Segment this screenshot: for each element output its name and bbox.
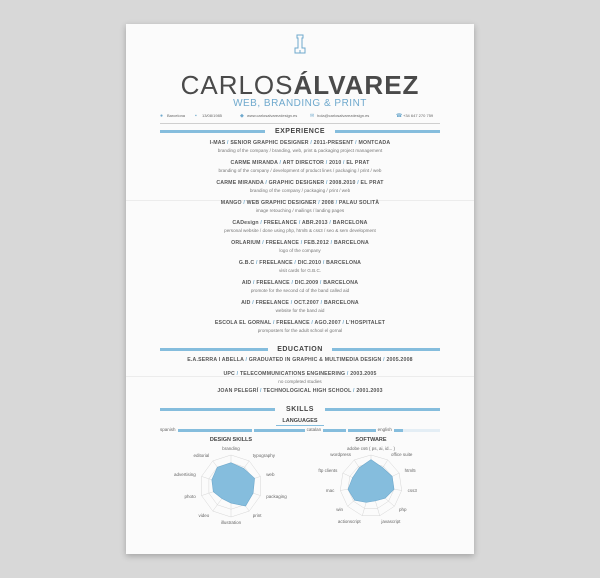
radar-axis-label: branding [222, 446, 240, 451]
experience-role: FREELANCE [259, 260, 293, 266]
experience-role: FREELANCE [263, 220, 298, 226]
experience-entry-title [126, 260, 474, 267]
experience-entry-desc: personal website / done using php, html5 & css3 / seo & sem development [224, 228, 376, 233]
first-name: CARLOS [180, 70, 294, 100]
separator: / [324, 180, 330, 186]
design-skills-radar [194, 449, 268, 523]
experience-entry-desc: promposters for the adult school el gornal [257, 328, 343, 333]
experience-place: PALAU SOLITÀ [338, 200, 380, 206]
experience-title: CADesign [232, 220, 259, 226]
candidate-name [126, 72, 474, 98]
education-entry-title [126, 357, 474, 364]
separator: / [340, 320, 346, 326]
experience-date: DIC.2009 [294, 280, 319, 286]
experience-title: ORLARIUM [231, 240, 261, 246]
language-name: spanish [160, 427, 176, 432]
radar-axis-label: video [198, 512, 210, 518]
location-icon: ● [160, 113, 164, 119]
education-role: TECHNOLOGICAL HIGH SCHOOL [263, 388, 352, 394]
separator: / [345, 371, 351, 377]
separator: / [333, 200, 339, 206]
radar-axis-label: adobe cs6 ( ps, ai, id... ) [346, 446, 396, 451]
education-title: UPC [223, 371, 235, 377]
language-bar [160, 428, 252, 433]
experience-role: GRAPHIC DESIGNER [268, 180, 325, 186]
experience-entry-desc: image retouching / mailings / landing pages [255, 208, 345, 213]
radar-axis-label: mac [325, 488, 335, 494]
experience-date: 2008 [321, 200, 334, 206]
email-text: hola@carlosalvarezdesign.es [317, 113, 370, 118]
experience-date: AGO.2007 [314, 320, 341, 326]
calendar-icon: ▪ [195, 113, 197, 119]
experience-date: 2011-PRESENT [313, 140, 354, 146]
experience-title: AID [241, 280, 252, 286]
radar-axis-label: office suite [391, 451, 413, 457]
experience-place: BARCELONA [333, 240, 369, 246]
experience-place: BARCELONA [323, 300, 359, 306]
radar-axis-label: print [252, 512, 262, 518]
separator: / [341, 160, 347, 166]
radar-axis-label: wordpress [330, 451, 351, 457]
radar-axis-label: ftp clients [318, 467, 338, 473]
separator: / [263, 180, 269, 186]
radar-axis-label: typography [252, 453, 275, 459]
experience-entry-title [126, 180, 474, 187]
separator: / [329, 240, 334, 246]
education-date: 2005.2008 [386, 357, 413, 363]
experience-title: I-MAS [209, 140, 226, 146]
experience-entry-desc: website for the band aid [275, 308, 325, 313]
experience-place: BARCELONA [332, 220, 368, 226]
experience-title: EXPERIENCE [274, 128, 326, 135]
separator: / [318, 280, 324, 286]
separator: / [353, 140, 359, 146]
language-bar [348, 428, 440, 433]
contact-row [160, 113, 450, 121]
experience-date: 2010 [329, 160, 342, 166]
language-name: english [377, 427, 392, 432]
radar-area [212, 463, 255, 506]
phone-text: +34 647 270 759 [403, 113, 434, 118]
experience-entry-desc: logo of the company [279, 248, 321, 253]
experience-entry-title [126, 160, 474, 167]
experience-role: FREELANCE [276, 320, 310, 326]
separator: / [309, 320, 315, 326]
experience-place: MONTCADA [358, 140, 391, 146]
separator: / [351, 388, 357, 394]
experience-role: FREELANCE [256, 280, 290, 286]
education-entry-title [126, 371, 474, 378]
separator: / [316, 200, 322, 206]
separator: / [297, 220, 302, 226]
separator: / [271, 320, 277, 326]
experience-entry-desc: branding of the company / packaging / print / web [249, 188, 351, 193]
experience-heading [160, 127, 440, 136]
separator: / [289, 300, 295, 306]
radar-area [348, 460, 394, 503]
separator: / [243, 357, 249, 363]
separator: / [225, 140, 231, 146]
experience-entry-title [126, 140, 474, 147]
separator: / [251, 280, 257, 286]
experience-entry-desc: branding of the company / development of product lines / packaging / print / web [218, 168, 382, 173]
education-role: TELECOMMUNICATIONS ENGINEERING [239, 371, 346, 377]
education-date: 2001.2003 [356, 388, 383, 394]
education-date: 2003.2005 [350, 371, 377, 377]
location-text: Barcelona [167, 113, 186, 118]
language-bar [254, 428, 346, 433]
separator: / [355, 180, 361, 186]
experience-role: SENIOR GRAPHIC DESIGNER [230, 140, 309, 146]
radar-axis-label: editorial [193, 453, 210, 459]
tagline: WEB, BRANDING & PRINT [233, 98, 367, 109]
separator: / [250, 300, 256, 306]
language-bar-fill [254, 429, 346, 432]
radar-axis-label: win [336, 507, 344, 513]
experience-title: AID [241, 300, 251, 306]
experience-date: 2008.2010 [329, 180, 356, 186]
experience-title: CARME MIRANDA [230, 160, 278, 166]
radar-axis-label: html5 [404, 467, 416, 473]
radar-axis-label: photo [184, 494, 196, 500]
experience-place: BARCELONA [326, 260, 362, 266]
radar-axis-label: packaging [266, 494, 287, 500]
separator: / [324, 160, 330, 166]
separator: / [260, 240, 266, 246]
experience-date: DIC.2010 [297, 260, 322, 266]
design-skills-title: DESIGN SKILLS [209, 437, 253, 443]
separator: / [321, 260, 327, 266]
resume-sheet [126, 24, 474, 554]
separator: / [258, 388, 264, 394]
experience-role: FREELANCE [255, 300, 290, 306]
experience-date: ABR.2013 [301, 220, 328, 226]
languages-underline [276, 425, 324, 426]
skills-heading [160, 405, 440, 414]
logo-icon [292, 34, 308, 54]
website-text: www.carlosalvarezdesign.es [247, 113, 298, 118]
separator: / [254, 260, 260, 266]
separator: / [299, 240, 305, 246]
experience-entry-title [126, 300, 474, 307]
radar-axis-label: advertising [174, 471, 196, 477]
experience-title: G.B.C [238, 260, 255, 266]
separator: / [308, 140, 314, 146]
experience-place: EL PRAT [346, 160, 370, 166]
education-heading [160, 345, 440, 354]
experience-title: MANGO [220, 200, 242, 206]
experience-date: FEB.2012 [304, 240, 330, 246]
last-name: ÁLVAREZ [293, 70, 420, 100]
experience-role: FREELANCE [265, 240, 300, 246]
separator: / [258, 220, 264, 226]
divider [160, 123, 440, 124]
experience-entry-desc: branding of the company / branding, web, print & packaging project management [217, 148, 383, 153]
skills-title: SKILLS [286, 406, 314, 413]
separator: / [289, 280, 295, 286]
birthdate-text: 13/08/1985 [202, 113, 223, 118]
experience-entry-title [126, 220, 474, 227]
separator: / [277, 160, 283, 166]
experience-entry-desc: promote for the second cd of the band called aid [250, 288, 350, 293]
separator: / [327, 220, 333, 226]
experience-entry-title [126, 240, 474, 247]
experience-title: CARME MIRANDA [216, 180, 264, 186]
experience-title: ESCOLA EL GORNAL [214, 320, 272, 326]
experience-place: BARCELONA [323, 280, 359, 286]
radar-axis-label: css3 [407, 488, 417, 494]
radar-axis-label: javascript [381, 518, 401, 524]
separator: / [292, 260, 298, 266]
radar-axis-label: illustration [220, 520, 242, 525]
experience-entry-title [126, 200, 474, 207]
education-entry-desc: no completed studies [278, 379, 322, 384]
education-title: JOAN PELEGRÍ [217, 388, 259, 394]
separator: / [241, 200, 247, 206]
phone-icon: ☎ [396, 113, 403, 119]
experience-role: ART DIRECTOR [282, 160, 325, 166]
experience-date: OCT.2007 [294, 300, 319, 306]
education-entry-title [126, 388, 474, 395]
radar-axis-label: php [398, 507, 407, 513]
separator: / [381, 357, 387, 363]
radar-axis-label: web [266, 471, 275, 477]
separator: / [235, 371, 240, 377]
radar-axis-label: actionscript [337, 518, 361, 524]
web-icon: ◆ [240, 113, 244, 119]
software-radar [334, 449, 408, 523]
experience-entry-title [126, 320, 474, 327]
experience-place: L'HOSPITALET [345, 320, 386, 326]
mail-icon: ✉ [310, 113, 315, 119]
experience-entry-desc: visit cards for G.B.C. [278, 268, 322, 273]
software-title: SOFTWARE [355, 437, 387, 443]
education-title: E.A.SERRA I ABELLA [187, 357, 244, 363]
experience-role: WEB GRAPHIC DESIGNER [246, 200, 317, 206]
experience-entry-title [126, 280, 474, 287]
education-role: GRADUATED IN GRAPHIC & MULTIMEDIA DESIGN [248, 357, 382, 363]
education-title: EDUCATION [277, 346, 323, 353]
language-name: catalan [306, 427, 322, 432]
separator: / [319, 300, 324, 306]
experience-place: EL PRAT [360, 180, 384, 186]
languages-title: LANGUAGES [282, 418, 318, 424]
